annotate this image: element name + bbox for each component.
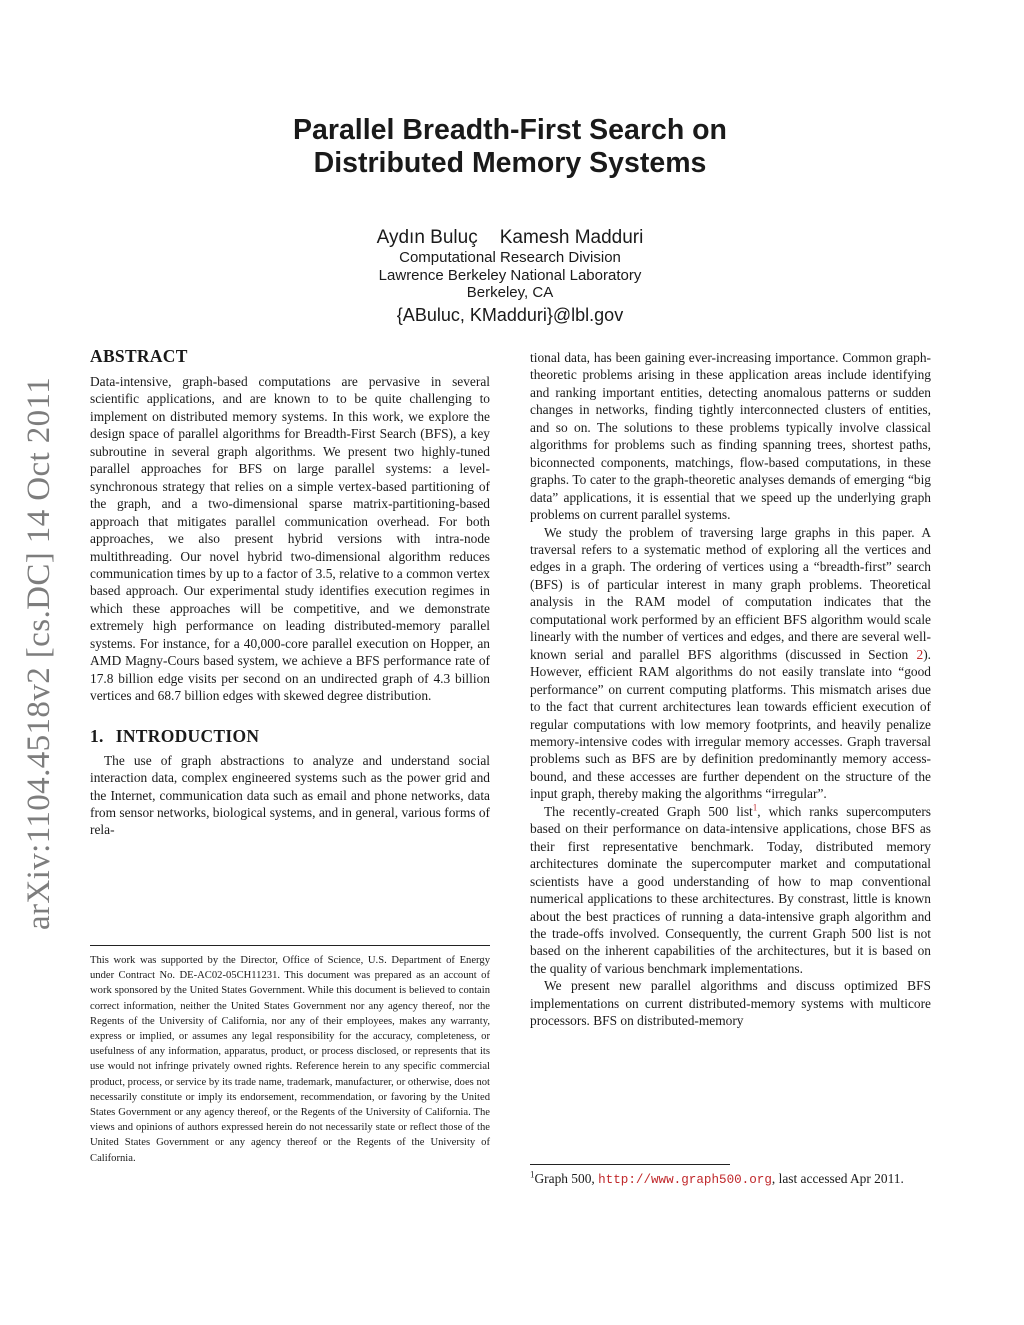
intro-paragraph-1-continued: tional data, has been gaining ever-increasing importance. Common graph-theoretic problems arising in these application areas include identifying and ranking important entities, detecting anomalous patterns or sudden changes in networks, finding tightly interconnected clusters of entities, and so on. The solutions to these problems typically involve classical algorithms for problems such as finding spanning trees, shortest paths, biconnected components, matchings, flow-based computations, in these graphs. To cater to the graph-theoretic analyses demands of emerging “big data” applications, it is essential that we speed up the underlying graph problems on current parallel systems.: [530, 350, 931, 523]
intro-paragraph-1-start: The use of graph abstractions to analyze and understand social interaction data, complex engineered systems such as the power grid and the Internet, communication data such as email and phone networks, data from sensor networks, biological systems, and in general, various forms of rela-: [90, 752, 490, 838]
author-block: [260, 227, 760, 327]
introduction-number: 1.: [90, 725, 104, 746]
graph500-footnote-text-b: , last accessed Apr 2011.: [771, 1171, 904, 1186]
right-column: [530, 349, 931, 1030]
arxiv-identifier: arXiv:1104.4518v2 [cs.DC] 14 Oct 2011: [21, 376, 57, 930]
abstract-text: Data-intensive, graph-based computations are pervasive in several scientific applications, and are known to to be quite challenging to implement on distributed memory systems. In this work, we explore the design space of parallel algorithms for Breadth-First Search (BFS), a key subroutine in several graph algorithms. We present two highly-tuned parallel approaches for BFS on large parallel systems: a level-synchronous strategy that relies on a simple vertex-based partitioning of the graph, and a two-dimensional sparse matrix-partitioning-based approach that mitigates parallel communication overhead. For both approaches, we also present hybrid versions with intra-node multithreading. Our novel hybrid two-dimensional algorithm reduces communication times by up to a factor of 3.5, relative to a common vertex based approach. Our experimental study identifies execution regimes in which these approaches will be competitive, and we demonstrate extremely high performance on leading distributed-memory parallel systems. For instance, for a 40,000-core parallel execution on Hopper, an AMD Magny-Cours based system, we achieve a BFS performance rate of 17.8 billion edge visits per second on an undirected graph of 4.3 billion vertices and 68.7 billion edges with skewed degree distribution.: [90, 374, 490, 704]
introduction-heading: [90, 725, 490, 747]
affiliation-lab: Lawrence Berkeley National Laboratory: [378, 266, 642, 284]
title-line-1: Parallel Breadth-First Search on: [293, 114, 727, 146]
paper-title: [200, 114, 820, 180]
funding-footnote: This work was supported by the Director, Office of Science, U.S. Department of Energy under Contract No. DE-AC02-05CH11231. This document was prepared as an account of work sponsored by the United States Government. While this document is believed to contain correct information, neither the United States Government nor any agency thereof, nor the Regents of the University of California, nor any of their employees, makes any warranty, express or implied, or assumes any legal responsibility for the accuracy, completeness, or usefulness of any information, apparatus, product, or process disclosed, or represents that its use would not infringe privately owned rights. Reference herein to any specific commercial product, process, or service by its trade name, trademark, manufacturer, or otherwise, does not necessarily constitute or imply its endorsement, recommendation, or favoring by the United States Government or any agency thereof, or the Regents of the University of California. The views and opinions of authors expressed herein do not necessarily state or reflect those of the United States Government or any agency thereof or the Regents of the University of California.: [90, 945, 490, 1166]
graph500-url-link[interactable]: http://www.graph500.org: [598, 1173, 772, 1187]
footnote-1-marker[interactable]: 1: [752, 802, 758, 813]
graph500-footnote-text-a: Graph 500,: [534, 1171, 599, 1186]
intro-paragraph-3-part-b: , which ranks supercomputers based on their performance on data-intensive applications, chose BFS as their first representative benchmark. Today, distributed memory architectures dominate the supercomputer market and computational scientists have a good understanding of how to map conventional numerical applications to these architectures. By constrast, little is known about the best practices of running a data-intensive graph algorithm and the trade-offs involved. Consequently, the current Graph 500 list is not based on the inherent capabilities of the architectures, but it is based on the quality of various benchmark implementations.: [530, 803, 931, 976]
title-line-2: Distributed Memory Systems: [313, 147, 707, 179]
intro-paragraph-3: [530, 803, 931, 978]
introduction-title: INTRODUCTION: [115, 725, 260, 746]
intro-paragraph-2: [530, 524, 931, 803]
affiliation-location: Berkeley, CA: [466, 284, 554, 301]
intro-paragraph-4: We present new parallel algorithms and discuss optimized BFS implementations on current distributed-memory systems with multicore processors. BFS on distributed-memory: [530, 978, 931, 1029]
graph500-footnote: [530, 1164, 931, 1189]
author-names: [260, 227, 760, 249]
intro-paragraph-3-part-a: The recently-created Graph 500 list: [544, 803, 753, 819]
section-2-reference-link[interactable]: 2: [916, 646, 924, 662]
left-column: [90, 345, 490, 839]
graph500-footnote-marker: 1: [530, 1169, 535, 1180]
footnote-rule: [530, 1164, 730, 1165]
author-email: {ABuluc, KMadduri}@lbl.gov: [396, 304, 624, 325]
author-madduri: Kamesh Madduri: [499, 227, 644, 248]
affiliation-division: Computational Research Division: [399, 249, 621, 266]
abstract-heading: ABSTRACT: [90, 346, 188, 366]
intro-paragraph-2-part-a: We study the problem of traversing large graphs in this paper. A traversal refers to a systematic method of exploring all the vertices and edges in a graph. The ordering of vertices using a “breadth-first” search (BFS) is of particular interest in many graph problems. Theoretical analysis in the RAM model of computation indicates that the computational work performed by an efficient BFS algorithm would scale linearly with the number of vertices and edges, and there are several well-known serial and parallel BFS algorithms (discussed in Section: [530, 524, 931, 662]
intro-paragraph-2-part-b: ). However, efficient RAM algorithms do not easily translate into “good performance” on current computing platforms. This mismatch arises due to the fact that current architectures lean towards efficient execution of regular computations with low memory footprints, and heavily penalize memory-intensive codes with irregular memory accesses. Graph traversal problems such as BFS are by definition predominantly memory access-bound, and these accesses are further dependent on the structure of the input graph, thereby making the algorithms “irregular”.: [530, 646, 931, 802]
author-buluc: Aydın Buluç: [376, 227, 478, 248]
